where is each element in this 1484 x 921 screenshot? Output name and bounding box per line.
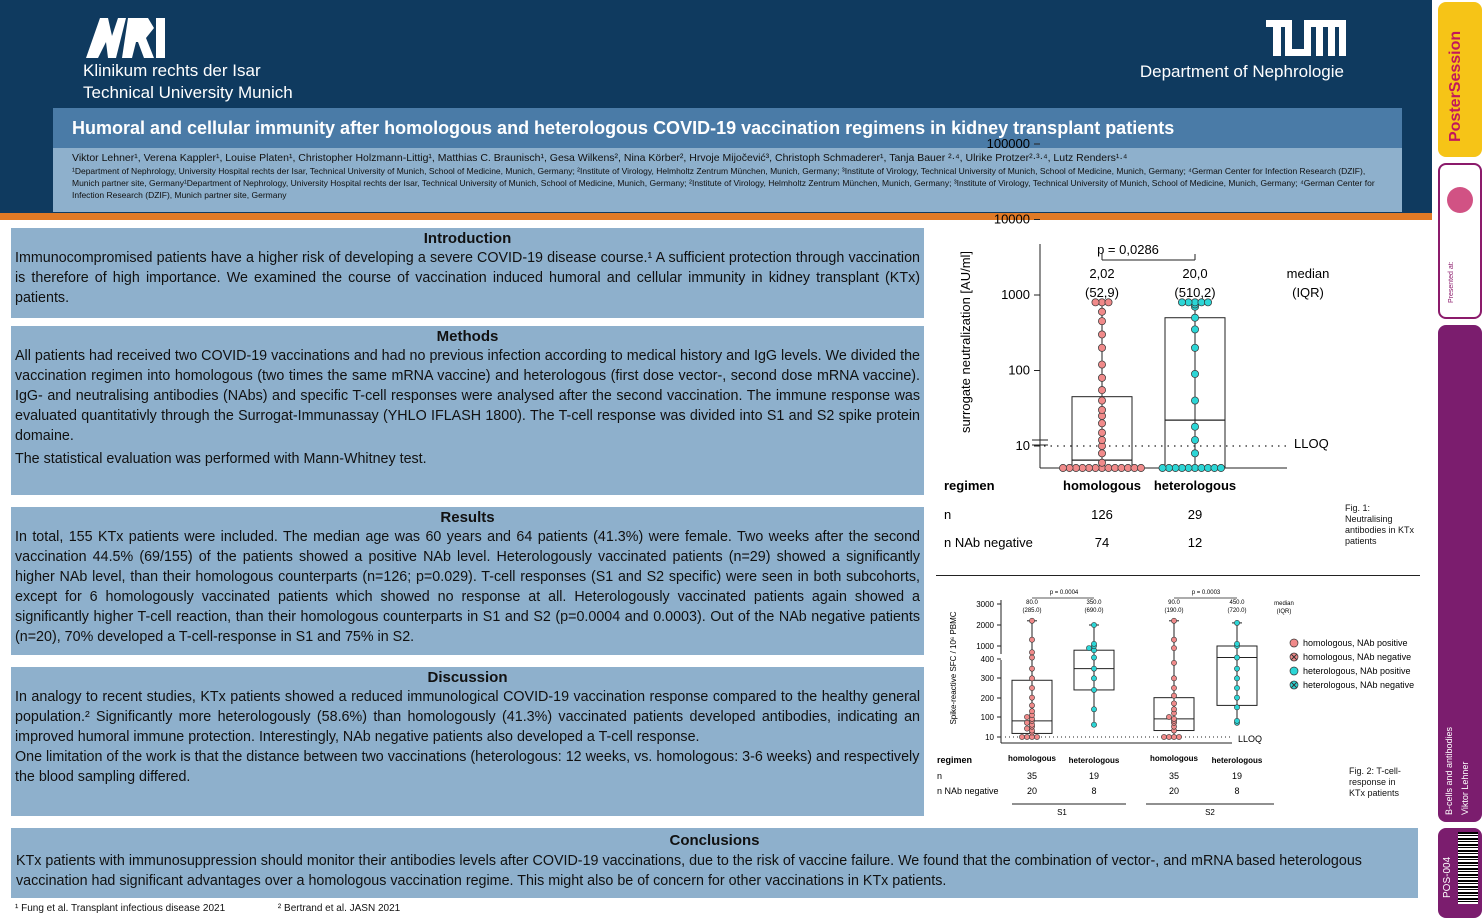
fig1-data-point	[1191, 464, 1198, 471]
fig1-data-point	[1098, 429, 1105, 436]
fig2-category-label: heterologous	[1068, 756, 1120, 765]
fig1-data-point	[1191, 450, 1198, 457]
fig2-data-point	[1024, 720, 1029, 725]
fig2-data-point	[1171, 701, 1176, 706]
fig1-data-point	[1159, 464, 1166, 471]
fig2-n-value: 35	[1026, 771, 1038, 781]
results-section	[11, 507, 924, 655]
fig1-y-tick-label: 1000	[1001, 287, 1030, 302]
fig1-data-point	[1085, 464, 1092, 471]
discussion-text-2: One limitation of the work is that the distance between two vaccinations (heterologous: 12 weeks, vs. homologous: 3-6 weeks) and respectively the blood sampling differed.	[15, 749, 920, 785]
barcode-icon	[1458, 832, 1478, 904]
fig2-data-point	[1091, 622, 1096, 627]
fig1-data-point	[1098, 436, 1105, 443]
fig2-data-point	[1034, 734, 1039, 739]
code-box	[1438, 828, 1482, 918]
fig2-iqr-label: (IQR)	[1276, 609, 1292, 615]
fig2-data-point	[1234, 695, 1239, 700]
fig2-data-point	[1234, 685, 1239, 690]
fig1-lloq-label: LLOQ	[1294, 436, 1329, 451]
fig1-data-point	[1098, 387, 1105, 394]
fig2-data-point	[1166, 714, 1171, 719]
fig2-panel-s1: S1	[1057, 808, 1067, 817]
fig2-data-point	[1091, 676, 1096, 681]
fig1-data-point	[1198, 464, 1205, 471]
author-list: Viktor Lehner¹, Verena Kappler¹, Louise Platen¹, Christopher Holzmann-Littig¹, Matthias C. Braunisch¹, Gesa Wilkens², Nina Körber², Hrvoje Mijočević³, Christoph Schmaderer¹, Tanja Bauer ²·⁴, Ulrike Protzer²·³·⁴, Lutz Renders¹·⁴	[72, 152, 1128, 164]
fig1-nneg-heterologous: 12	[1187, 535, 1203, 550]
fig2-data-point	[1091, 641, 1096, 646]
fig1-nneg-homologous: 74	[1094, 535, 1110, 550]
author-block	[53, 148, 1402, 212]
fig2-data-point	[1171, 637, 1176, 642]
references	[15, 903, 400, 914]
fig2-y-tick-label: 1000	[976, 642, 994, 651]
fig2-legend-label: homologous, NAb positive	[1303, 638, 1408, 648]
fig2-y-tick-label: 400	[980, 655, 994, 664]
fig1-data-point	[1059, 464, 1066, 471]
fig1-iqr-label: (IQR)	[1292, 285, 1324, 300]
reference-1: ¹ Fung et al. Transplant infectious disease 2021	[15, 903, 226, 914]
fig1-data-point	[1185, 464, 1192, 471]
fig2-panel-s2: S2	[1205, 808, 1215, 817]
fig2-data-point	[1029, 695, 1034, 700]
results-heading: Results	[440, 509, 495, 526]
fig2-data-point	[1091, 707, 1096, 712]
fig2-legend-label: heterologous, NAb negative	[1303, 680, 1415, 690]
fig2-y-tick-label: 3000	[976, 600, 994, 609]
fig1-y-tick-label: 10	[1015, 438, 1030, 453]
conclusions-text: KTx patients with immunosuppression should monitor their antibodies levels after COVID-19 vaccinations, due to the risk of vaccine failure. We found that the combination of vector-, and mRNA based heterologous vaccination had significant advantages over a homologous vaccination regime. This might also be of concern for other vaccinations in KTx patients.	[16, 853, 1362, 889]
fig2-data-point	[1029, 703, 1034, 708]
fig1-data-point	[1191, 436, 1198, 443]
fig2-n-label: n	[937, 771, 943, 781]
fig1-data-point	[1105, 464, 1112, 471]
fig1-data-point	[1098, 459, 1105, 466]
fig1-median-heterologous: 20,0	[1182, 266, 1208, 281]
fig2-p-value-s1: p = 0.0004	[1049, 590, 1079, 596]
fig2-data-point	[1171, 660, 1176, 665]
fig1-data-point	[1098, 374, 1105, 381]
fig1-iqr-heterologous: (510,2)	[1174, 285, 1216, 300]
fig2-data-point	[1234, 620, 1239, 625]
fig2-p-value-s2: p = 0.0003	[1191, 590, 1221, 596]
fig2-data-point	[1171, 676, 1176, 681]
sidebar	[1432, 0, 1484, 921]
svg-text:PosterSession: PosterSession	[1447, 30, 1464, 142]
fig1-data-point	[1079, 464, 1086, 471]
discussion-heading: Discussion	[427, 669, 508, 686]
fig1-category-heterologous: heterologous	[1153, 478, 1237, 493]
fig2-median-label: median	[1274, 601, 1294, 607]
fig1-y-axis-label: surrogate neutralization [AU/ml]	[958, 250, 973, 434]
fig2-n-value: 19	[1088, 771, 1100, 781]
fig2-y-tick-label: 200	[980, 694, 994, 703]
fig1-data-point	[1165, 464, 1172, 471]
fig1-data-point	[1098, 406, 1105, 413]
fig2-data-point	[1029, 709, 1034, 714]
presented-at-label: Presented at:	[1448, 261, 1455, 303]
fig1-category-homologous: homologous	[1063, 478, 1141, 493]
fig2-legend-marker	[1290, 639, 1298, 647]
fig2-nneg-value: 8	[1234, 786, 1240, 796]
left-institution-line2: Technical University Munich	[83, 83, 293, 102]
fig2-data-point	[1024, 726, 1029, 731]
fig1-data-point	[1191, 423, 1198, 430]
fig2-data-point	[1024, 734, 1029, 739]
reference-2: ² Bertrand et al. JASN 2021	[277, 903, 401, 914]
fig1-data-point	[1131, 464, 1138, 471]
mri-logo	[86, 18, 166, 58]
fig1-data-point	[1204, 464, 1211, 471]
fig1-data-point	[1172, 464, 1179, 471]
fig1-data-point	[1178, 464, 1185, 471]
fig2-category-label: homologous	[1008, 754, 1056, 763]
fig1-data-point	[1092, 464, 1099, 471]
fig2-nneg-label: n NAb negative	[937, 786, 999, 796]
fig2-median-value: 80.0	[1026, 600, 1038, 606]
fig2-median-value: 350.0	[1086, 600, 1102, 606]
poster-session-online-logo	[1438, 2, 1482, 157]
fig1-n-homologous: 126	[1091, 507, 1113, 522]
fig2-data-point	[1234, 676, 1239, 681]
fig2-data-point	[1029, 655, 1034, 660]
conclusions-heading: Conclusions	[669, 832, 760, 849]
tum-logo	[1266, 20, 1346, 56]
methods-text: All patients had received two COVID-19 vaccinations and had no previous infection according to medical history and IgG levels. We divided the vaccination regimen into homologous (two times the same mRNA vaccine) and heterologous (first dose vector-, second dose mRNA vaccine). IgG- and neutralising antibodies (NAbs) and specific T-cell responses were analysed after the second vaccination. The immune response was evaluated quantitativly through the Surrogat-Immunassay (YHLO IFLASH 1800). The T-cell response was divided into S1 and S2 spike protein domaine.	[15, 348, 920, 444]
fig2-data-point	[1166, 734, 1171, 739]
fig1-iqr-homologous: (52,9)	[1085, 285, 1119, 300]
fig2-regimen-label: regimen	[937, 755, 973, 765]
fig2-data-point	[1171, 646, 1176, 651]
topic-label: B-cells and antibodies	[1444, 726, 1454, 815]
fig2-y-tick-label: 300	[980, 674, 994, 683]
methods-stats: The statistical evaluation was performed with Mann-Whitney test.	[15, 451, 427, 467]
fig2-y-tick-label: 10	[985, 733, 994, 742]
methods-section	[11, 326, 924, 495]
fig1-data-point	[1124, 464, 1131, 471]
fig2-data-point	[1029, 685, 1034, 690]
fig1-regimen-label: regimen	[944, 478, 995, 493]
fig1-data-point	[1098, 318, 1105, 325]
fig2-category-label: heterologous	[1211, 756, 1263, 765]
fig1-data-point	[1098, 450, 1105, 457]
poster-code: POS-004	[1442, 856, 1453, 898]
fig1-data-point	[1098, 331, 1105, 338]
fig1-data-point	[1191, 344, 1198, 351]
fig1-y-tick-label: 10000	[993, 211, 1030, 227]
fig1-data-point	[1066, 464, 1073, 471]
fig2-y-axis-label: Spike-reactive SFC / 10⁶ PBMC	[949, 611, 958, 725]
fig1-data-point	[1118, 464, 1125, 471]
introduction-heading: Introduction	[423, 230, 512, 247]
introduction-section	[11, 228, 924, 318]
fig1-data-point	[1098, 344, 1105, 351]
fig2-data-point	[1171, 693, 1176, 698]
topic-box	[1438, 325, 1482, 822]
fig1-caption: Fig. 1: Neutralising antibodies in KTx patients	[1345, 503, 1415, 546]
introduction-text: Immunocompromised patients have a higher risk of developing a severe COVID-19 disease course.¹ A sufficient protection through vaccination is therefore of high importance. We examined the course of vaccination induced humoral and cellular immunity in kidney transplant (KTx) patients.	[15, 250, 920, 306]
fig2-legend-label: heterologous, NAb positive	[1303, 666, 1411, 676]
fig2-median-value: 90.0	[1168, 600, 1180, 606]
affiliations: ¹Department of Nephrology, University Hospital rechts der Isar, Technical University of Munich, School of Medicine, Munich, Germany; ²Institute of Virology, Helmholtz Zentrum München, Munich, Germany; ³Institute of Virology, Technical University of Munich, School of Medicine, Munich, Germany; ⁴German Center for Infection Research (DZIF), Munich partner site, Germany¹Department of Nephrology, University Hospital rechts der Isar, Technical University of Munich, School of Medicine, Munich, Germany; ²Institute of Virology, Helmholtz Zentrum München, Munich, Germany; ³Institute of Virology, Technical University of Munich, School of Medicine, Munich, Germany; ⁴German Center for Infection Research (DZIF), Munich partner site, Germany	[72, 166, 1375, 200]
fig2-legend-marker	[1290, 667, 1298, 675]
fig2-iqr-value: (190.0)	[1164, 608, 1184, 614]
conclusions-section	[11, 828, 1418, 898]
fig1-data-point	[1098, 420, 1105, 427]
fig2-data-point	[1091, 687, 1096, 692]
fig1-n-label: n	[944, 507, 952, 522]
fig2-nneg-value: 20	[1168, 786, 1180, 796]
fig2-data-point	[1091, 655, 1096, 660]
fig2-legend-label: homologous, NAb negative	[1303, 652, 1412, 662]
figure-separator	[936, 575, 1420, 576]
fig1-data-point	[1098, 397, 1105, 404]
conference-logo-box	[1438, 163, 1482, 319]
poster-title: Humoral and cellular immunity after homologous and heterologous COVID-19 vaccination regimens in kidney transplant patients	[53, 108, 1402, 148]
methods-heading: Methods	[436, 328, 499, 345]
fig2-data-point	[1024, 714, 1029, 719]
fig2-caption: Fig. 2: T-cell-response in KTx patients	[1349, 766, 1401, 798]
discussion-text-1: In analogy to recent studies, KTx patients showed a reduced immunological COVID-19 vaccination response compared to the healthy general population.² Significantly more heterologously (58.6%) than homologously (41.3%) vaccinated patients developed antibodies, indicating an improved humoral immune protection. Interestingly, NAb negative patients also developed a T-cell response.	[15, 689, 920, 745]
fig2-nneg-value: 8	[1091, 786, 1097, 796]
fig1-data-point	[1191, 326, 1198, 333]
fig2-n-value: 19	[1231, 771, 1243, 781]
fig1-data-point	[1098, 361, 1105, 368]
fig1-y-tick-label: 100000	[986, 136, 1030, 151]
fig1-data-point	[1217, 464, 1224, 471]
discussion-section	[11, 667, 924, 816]
fig2-data-point	[1029, 650, 1034, 655]
fig1-data-point	[1191, 314, 1198, 321]
fig1-median-homologous: 2,02	[1089, 266, 1115, 281]
fig1-median-label: median	[1286, 266, 1330, 281]
left-institution-line1: Klinikum rechts der Isar	[83, 61, 261, 80]
fig2-data-point	[1091, 666, 1096, 671]
fig2-data-point	[1029, 676, 1034, 681]
fig1-n-heterologous: 29	[1187, 507, 1203, 522]
fig2-data-point	[1086, 646, 1091, 651]
fig2-iqr-value: (720.0)	[1227, 608, 1247, 614]
orange-divider	[0, 213, 1432, 220]
fig1-data-point	[1137, 464, 1144, 471]
fig2-data-point	[1234, 641, 1239, 646]
fig2-data-point	[1171, 716, 1176, 721]
fig2-data-point	[1234, 718, 1239, 723]
conference-logo	[1447, 187, 1473, 213]
author-label: Viktor Lehner	[1460, 761, 1470, 815]
fig1-data-point	[1072, 464, 1079, 471]
fig2-data-point	[1176, 734, 1181, 739]
fig1-y-tick-label: 100	[1008, 362, 1030, 378]
fig1-data-point	[1191, 370, 1198, 377]
fig2-nneg-value: 20	[1026, 786, 1038, 796]
fig1-data-point	[1191, 397, 1198, 404]
fig2-data-point	[1234, 666, 1239, 671]
fig2-data-point	[1171, 685, 1176, 690]
fig2-data-point	[1029, 637, 1034, 642]
fig2-data-point	[1171, 707, 1176, 712]
fig1-p-value: p = 0,0286	[1097, 242, 1159, 257]
fig2-data-point	[1161, 734, 1166, 739]
fig2-y-tick-label: 2000	[976, 621, 994, 630]
department-name: Department of Nephrologie	[1139, 62, 1344, 81]
fig2-data-point	[1171, 618, 1176, 623]
fig1-data-point	[1111, 464, 1118, 471]
fig2-y-tick-label: 100	[980, 713, 994, 722]
fig2-data-point	[1019, 734, 1024, 739]
fig2-category-label: homologous	[1150, 754, 1198, 763]
fig2-data-point	[1091, 722, 1096, 727]
fig2-data-point	[1234, 655, 1239, 660]
fig1-data-point	[1098, 308, 1105, 315]
fig2-median-value: 450.0	[1229, 600, 1245, 606]
fig2-iqr-value: (690.0)	[1084, 608, 1104, 614]
fig1-data-point	[1211, 464, 1218, 471]
results-text: In total, 155 KTx patients were included. The median age was 60 years and 64 patients (41.3%) were female. Two weeks after the second vaccination 44.5% (69/155) of the patients showed a positive NAb level. Heterologously vaccinated patients (n=29) showed a significantly higher NAb level, than their homologous counterparts (n=126; p=0.029). T-cell responses (S1 and S2 specific) were seen in both subcohorts, except for 6 homologously vaccinated patients which showed no response at all. Heterologously vaccinated patients again showed a significantly higher T-cell reaction, than their homologous counterparts in S1 and S2 (p=0.0004 and 0.0003). Out of the NAb negative patients (n=20), 70% developed a T-cell-response in S1 and 75% in S2.	[15, 529, 920, 645]
fig2-data-point	[1171, 734, 1176, 739]
fig1-nneg-label: n NAb negative	[944, 535, 1033, 550]
fig2-data-point	[1234, 705, 1239, 710]
fig2-iqr-value: (285.0)	[1022, 608, 1042, 614]
fig2-data-point	[1029, 618, 1034, 623]
fig2-data-point	[1029, 666, 1034, 671]
fig2-lloq-label: LLOQ	[1238, 734, 1263, 744]
fig2-n-value: 35	[1168, 771, 1180, 781]
